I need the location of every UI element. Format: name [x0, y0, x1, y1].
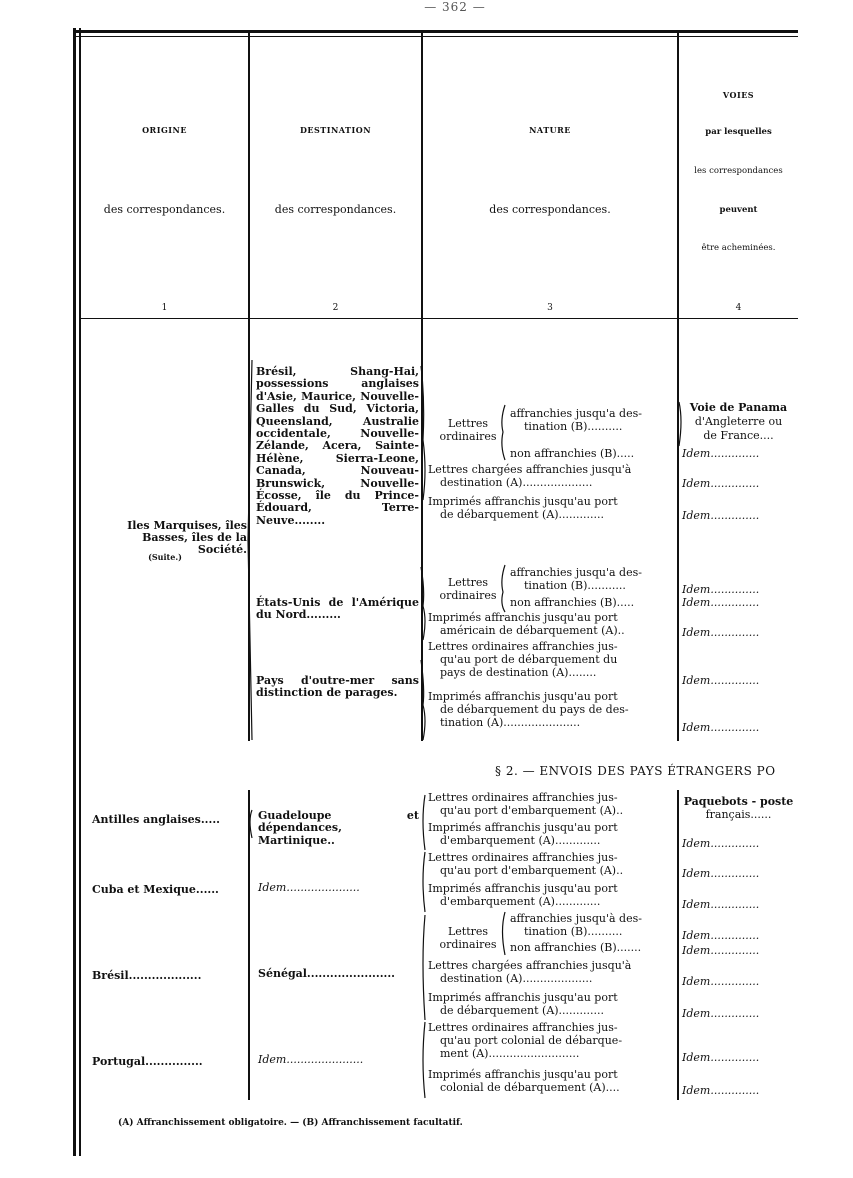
nature-lettres-chargees: Lettres chargées affranchies jusqu'à [428, 463, 632, 476]
nature-impr-pays-3: tination (A)...................... [440, 716, 581, 729]
nature-imprimes-2: de débarquement (A)............. [440, 508, 605, 521]
brace-portugal-nature [423, 1022, 425, 1098]
voie-idem: Idem.............. [682, 837, 760, 850]
voie-panama-2: d'Angleterre ou [694, 415, 783, 428]
origin-antilles: Antilles anglaises..... [92, 813, 221, 826]
brace-ordinaires-a [502, 405, 505, 460]
header-voies-line2: les correspondances [694, 166, 783, 176]
origin-bresil: Brésil................... [92, 969, 202, 982]
header-nature-sub: des correspondances. [489, 203, 611, 216]
nature-non-affranchies: non affranchies (B)..... [510, 447, 635, 460]
nature-ordinaires-label-b: ordinaires [439, 589, 497, 602]
nature2-lettres-colonial-2: qu'au port colonial de débarque- [440, 1034, 623, 1047]
voie-idem: Idem.............. [682, 1084, 760, 1097]
nature-ord-port-2: qu'au port de débarquement du [440, 653, 618, 666]
voie-panama-3: de France.... [703, 429, 774, 442]
nature-lettres-label: Lettres [447, 417, 489, 430]
brace-nature-a [421, 366, 425, 500]
header-voies-line1: par lesquelles [705, 127, 772, 137]
brace-cuba-nature [423, 852, 425, 912]
voie-paquebots-2: français...... [705, 808, 772, 821]
destination-guadeloupe: Guadeloupe et dépendances, Martinique.. [258, 809, 419, 847]
voie-idem: Idem.............. [682, 1007, 760, 1020]
nature2-lettres-colonial: Lettres ordinaires affranchies jus- [428, 1021, 618, 1034]
nature-affranchies-dest-b: affranchies jusqu'a des- [510, 566, 642, 579]
voie-idem: Idem.............. [682, 975, 760, 988]
column-number-1: 1 [161, 303, 168, 313]
header-origine-sub: des correspondances. [103, 203, 226, 216]
voie-idem: Idem.............. [682, 674, 760, 687]
nature-affranchies-dest: affranchies jusqu'a des- [510, 407, 642, 420]
nature-lettres-label-b: Lettres [447, 576, 489, 589]
destination-idem-cuba: Idem..................... [258, 881, 360, 894]
nature-affranchies-dest-b-2: tination (B)........... [524, 579, 626, 592]
destination-bresil-group: Brésil, Shang-Hai, possessions anglaises d'Asie, Maurice, Nouvelle-Galles du Sud, Victoria, Queensland, Australie occidentale, Nouvelle-Zélande, Acera, Sainte-Hélène, Sierra-Leone, Canada, Nouveau-Brunswick, Nouvelle-Écosse, île du Prince-Édouard, Terre-Neuve........ [256, 365, 419, 527]
brace-antilles-nature [423, 795, 425, 850]
nature-ordinaires-label: ordinaires [439, 430, 497, 443]
brace-ordinaires-b [502, 565, 505, 612]
header-nature-title: NATURE [529, 125, 571, 135]
voie-paquebots: Paquebots - poste [683, 795, 794, 808]
header-destination-sub: des correspondances. [274, 203, 397, 216]
nature2-chargees-2: destination (A).................... [440, 972, 593, 985]
header-origine-title: ORIGINE [142, 125, 187, 135]
nature2-lettres-ord-2: qu'au port d'embarquement (A).. [440, 804, 624, 817]
destination-etats-unis: États-Unis de l'Amérique du Nord......... [256, 596, 419, 622]
header-voies-line3: peuvent [719, 205, 758, 215]
voie-idem: Idem.............. [682, 477, 760, 490]
nature2-lettres-ord-cuba-2: qu'au port d'embarquement (A).. [440, 864, 624, 877]
nature2-affranchies-dest-2: tination (B).......... [524, 925, 623, 938]
header-destination-title: DESTINATION [299, 125, 372, 135]
voie-idem: Idem.............. [682, 447, 760, 460]
nature2-ordinaires-label: ordinaires [439, 938, 497, 951]
nature2-imprimes: Imprimés affranchis jusqu'au port [428, 821, 618, 834]
column-number-2: 2 [332, 303, 339, 313]
voie-idem: Idem.............. [682, 626, 760, 639]
nature2-chargees: Lettres chargées affranchies jusqu'à [428, 959, 632, 972]
section-2-title: § 2. — ENVOIS DES PAYS ÉTRANGERS PO [495, 764, 776, 778]
nature2-imprimes-cuba: Imprimés affranchis jusqu'au port [428, 882, 618, 895]
nature-impr-pays: Imprimés affranchis jusqu'au port [428, 690, 618, 703]
voie-idem: Idem.............. [682, 1051, 760, 1064]
nature-imprimes-us: Imprimés affranchis jusqu'au port [428, 611, 618, 624]
destination-idem-portugal: Idem...................... [258, 1053, 364, 1066]
voie-idem: Idem.............. [682, 509, 760, 522]
origin-portugal: Portugal............... [92, 1055, 203, 1068]
brace-guadeloupe [250, 810, 252, 838]
nature2-lettres-label: Lettres [447, 925, 489, 938]
brace-bresil-nature [423, 915, 425, 1020]
nature2-non-affranchies: non affranchies (B)....... [510, 941, 642, 954]
voie-idem: Idem.............. [682, 898, 760, 911]
nature-non-affranchies-b: non affranchies (B)..... [510, 596, 635, 609]
nature-ord-port-3: pays de destination (A)........ [440, 666, 597, 679]
nature2-lettres-colonial-3: ment (A).......................... [440, 1047, 580, 1060]
nature-impr-pays-2: de débarquement du pays de des- [440, 703, 629, 716]
header-voies-line4: être acheminées. [701, 243, 776, 253]
voie-idem: Idem.............. [682, 944, 760, 957]
header-voies-title: VOIES [722, 90, 755, 100]
nature-imprimes: Imprimés affranchis jusqu'au port [428, 495, 618, 508]
origin-iles-marquises: Iles Marquises, îles Basses, îles de la Société. [127, 519, 247, 556]
nature-imprimes-us-2: américain de débarquement (A).. [440, 624, 625, 637]
voie-idem: Idem.............. [682, 867, 760, 880]
nature2-imprimes-colonial-2: colonial de débarquement (A).... [440, 1081, 620, 1094]
brace-panama [679, 402, 681, 446]
voie-idem: Idem.............. [682, 721, 760, 734]
nature-lettres-chargees-2: destination (A).................... [440, 476, 593, 489]
nature-ord-port: Lettres ordinaires affranchies jus- [428, 640, 618, 653]
brace-nature-b [421, 567, 425, 640]
destination-senegal: Sénégal....................... [258, 967, 396, 980]
column-number-3: 3 [547, 303, 553, 313]
brace-left-dest [248, 360, 252, 740]
nature2-affranchies-dest: affranchies jusqu'à des- [510, 912, 642, 925]
footnote: (A) Affranchissement obligatoire. — (B) Affranchissement facultatif. [118, 1118, 463, 1128]
nature-affranchies-dest-2: tination (B).......... [524, 420, 623, 433]
destination-pays-outre-mer: Pays d'outre-mer sans distinction de parages. [256, 674, 419, 700]
column-number-4: 4 [735, 303, 742, 313]
nature2-lettres-ord: Lettres ordinaires affranchies jus- [428, 791, 618, 804]
nature2-lettres-ord-cuba: Lettres ordinaires affranchies jus- [428, 851, 618, 864]
nature2-imprimes-cuba-2: d'embarquement (A)............. [440, 895, 601, 908]
origin-suite-note: (Suite.) [148, 552, 182, 562]
origin-cuba: Cuba et Mexique...... [92, 883, 219, 896]
nature2-imprimes-bresil: Imprimés affranchis jusqu'au port [428, 991, 618, 1004]
brace-ordinaires-c [503, 912, 506, 955]
voie-idem: Idem.............. [682, 596, 760, 609]
brace-nature-c [421, 660, 425, 740]
page-number: — 362 — [424, 0, 486, 14]
nature2-imprimes-bresil-2: de débarquement (A)............. [440, 1004, 605, 1017]
nature2-imprimes-2: d'embarquement (A)............. [440, 834, 601, 847]
nature2-imprimes-colonial: Imprimés affranchis jusqu'au port [428, 1068, 618, 1081]
voie-idem: Idem.............. [682, 929, 760, 942]
voie-idem: Idem.............. [682, 583, 760, 596]
voie-panama: Voie de Panama [689, 401, 788, 414]
